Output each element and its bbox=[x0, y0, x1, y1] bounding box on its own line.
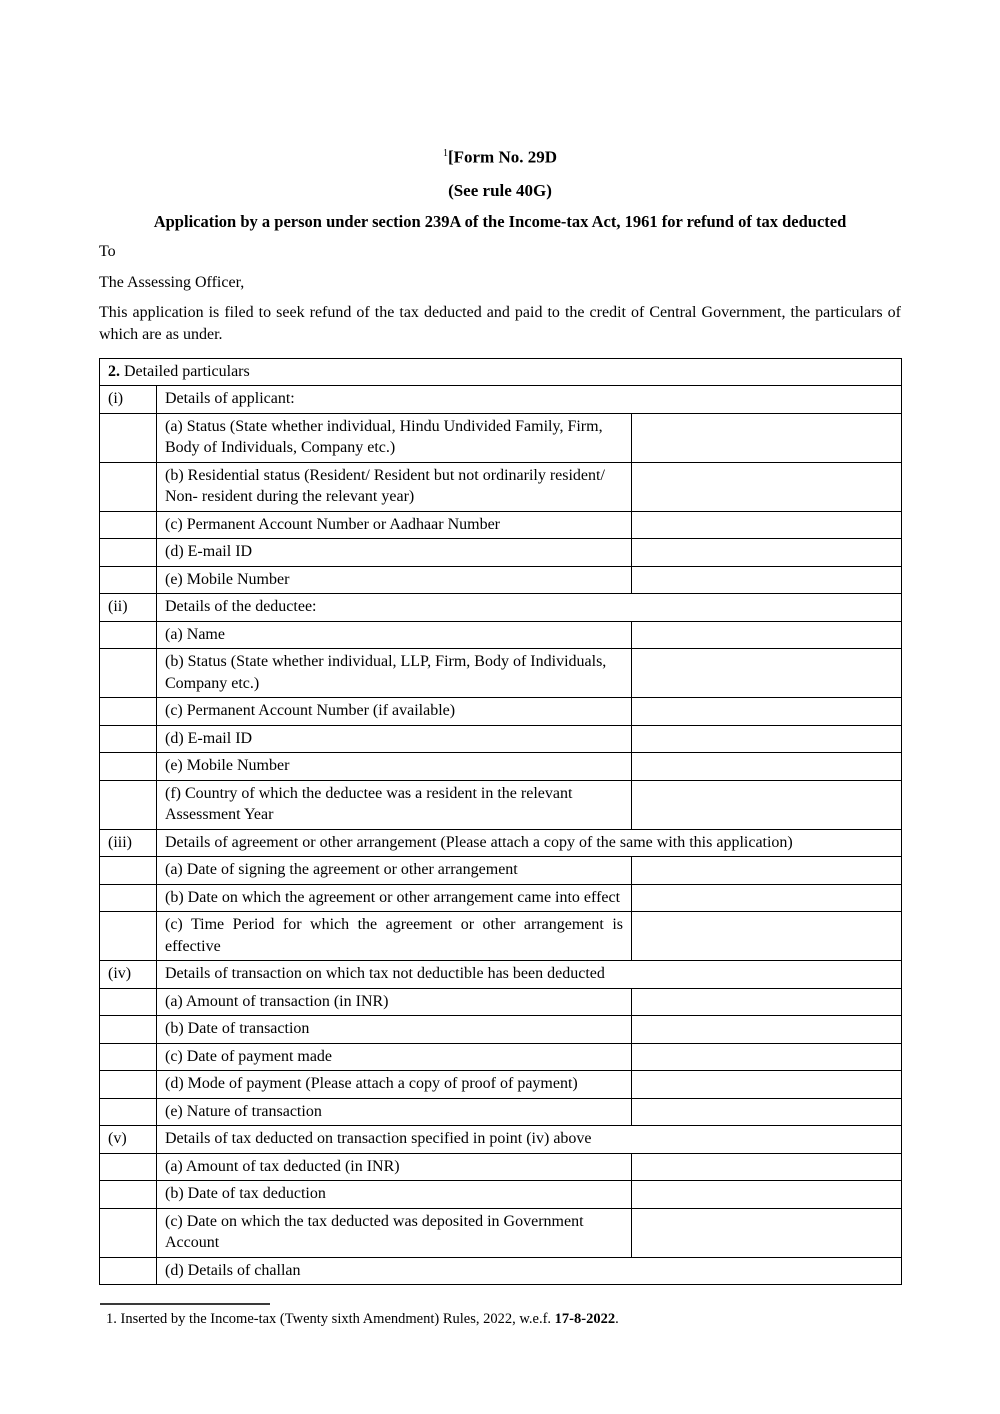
row-label: (d) E-mail ID bbox=[157, 725, 632, 753]
footnote-period: . bbox=[615, 1311, 619, 1328]
row-number-empty bbox=[100, 621, 157, 649]
footnote-text: 1. Inserted by the Income-tax (Twenty sixth Amendment) Rules, 2022, w.e.f. bbox=[106, 1311, 555, 1328]
row-number: (ii) bbox=[100, 594, 157, 622]
row-number-empty bbox=[100, 780, 157, 829]
row-number-empty bbox=[100, 698, 157, 726]
table-title-row bbox=[100, 358, 902, 386]
value-cell bbox=[632, 621, 902, 649]
row-label: (b) Residential status (Resident/ Resident but not ordinarily resident/ Non- resident during the relevant year) bbox=[157, 462, 632, 511]
value-cell bbox=[632, 1016, 902, 1044]
row-number: (iii) bbox=[100, 829, 157, 857]
row-label: (d) Details of challan bbox=[157, 1257, 902, 1285]
row-number-empty bbox=[100, 1181, 157, 1209]
row-label: (d) E-mail ID bbox=[157, 539, 632, 567]
value-cell bbox=[632, 649, 902, 698]
row-number-empty bbox=[100, 649, 157, 698]
row-label: (e) Mobile Number bbox=[157, 566, 632, 594]
row-label: (b) Date on which the agreement or other arrangement came into effect bbox=[157, 884, 632, 912]
row-number-empty bbox=[100, 511, 157, 539]
item-row-iv-b bbox=[100, 1016, 902, 1044]
value-cell bbox=[632, 857, 902, 885]
row-label: (a) Amount of tax deducted (in INR) bbox=[157, 1153, 632, 1181]
value-cell bbox=[632, 1208, 902, 1257]
row-label: (f) Country of which the deductee was a resident in the relevant Assessment Year bbox=[157, 780, 632, 829]
value-cell bbox=[632, 780, 902, 829]
item-row-v-d bbox=[100, 1257, 902, 1285]
item-row-iv-d bbox=[100, 1071, 902, 1099]
item-row-iv-e bbox=[100, 1098, 902, 1126]
row-number-empty bbox=[100, 1257, 157, 1285]
item-row-ii-d bbox=[100, 725, 902, 753]
row-number: (i) bbox=[100, 386, 157, 414]
row-label: (b) Date of tax deduction bbox=[157, 1181, 632, 1209]
row-label: (e) Nature of transaction bbox=[157, 1098, 632, 1126]
row-label: (c) Date of payment made bbox=[157, 1043, 632, 1071]
item-row-ii-a bbox=[100, 621, 902, 649]
item-row-i-d bbox=[100, 539, 902, 567]
section-row-iv bbox=[100, 961, 902, 989]
row-label: (c) Permanent Account Number (if available) bbox=[157, 698, 632, 726]
form-number bbox=[99, 143, 901, 169]
intro-paragraph: This application is filed to seek refund of the tax deducted and paid to the credit of Central Government, the particulars of which are as under. bbox=[99, 303, 901, 343]
row-number-empty bbox=[100, 912, 157, 961]
table-title-number: 2. bbox=[108, 362, 120, 380]
value-cell bbox=[632, 753, 902, 781]
item-row-ii-e bbox=[100, 753, 902, 781]
row-label: (a) Date of signing the agreement or other arrangement bbox=[157, 857, 632, 885]
value-cell bbox=[632, 884, 902, 912]
item-row-ii-f bbox=[100, 780, 902, 829]
item-row-ii-c bbox=[100, 698, 902, 726]
row-number-empty bbox=[100, 1153, 157, 1181]
section-row-i bbox=[100, 386, 902, 414]
item-row-iii-a bbox=[100, 857, 902, 885]
table-title-label: Detailed particulars bbox=[120, 362, 250, 380]
item-row-v-b bbox=[100, 1181, 902, 1209]
row-number-empty bbox=[100, 1043, 157, 1071]
value-cell bbox=[632, 1071, 902, 1099]
item-row-v-c bbox=[100, 1208, 902, 1257]
detailed-particulars-table bbox=[99, 358, 902, 1286]
item-row-i-e bbox=[100, 566, 902, 594]
value-cell bbox=[632, 912, 902, 961]
value-cell bbox=[632, 539, 902, 567]
row-label: (a) Status (State whether individual, Hindu Undivided Family, Firm, Body of Individuals, Company etc.) bbox=[157, 413, 632, 462]
form-number-text: [Form No. 29D bbox=[447, 147, 558, 167]
row-label: (a) Name bbox=[157, 621, 632, 649]
section-row-iii bbox=[100, 829, 902, 857]
addressee: The Assessing Officer, bbox=[99, 273, 245, 291]
value-cell bbox=[632, 1181, 902, 1209]
row-label: (d) Mode of payment (Please attach a copy of proof of payment) bbox=[157, 1071, 632, 1099]
row-number-empty bbox=[100, 753, 157, 781]
value-cell bbox=[632, 511, 902, 539]
row-number-empty bbox=[100, 1016, 157, 1044]
row-label: (e) Mobile Number bbox=[157, 753, 632, 781]
item-row-v-a bbox=[100, 1153, 902, 1181]
row-number-empty bbox=[100, 1098, 157, 1126]
item-row-iii-c bbox=[100, 912, 902, 961]
row-label: (b) Date of transaction bbox=[157, 1016, 632, 1044]
row-number-empty bbox=[100, 857, 157, 885]
item-row-ii-b bbox=[100, 649, 902, 698]
row-number-empty bbox=[100, 462, 157, 511]
value-cell bbox=[632, 413, 902, 462]
section-row-v bbox=[100, 1126, 902, 1154]
section-heading: Details of applicant: bbox=[157, 386, 902, 414]
item-row-i-b bbox=[100, 462, 902, 511]
value-cell bbox=[632, 566, 902, 594]
salutation-to: To bbox=[99, 242, 116, 260]
row-number-empty bbox=[100, 539, 157, 567]
form-title: Application by a person under section 239A of the Income-tax Act, 1961 for refund of tax deducted bbox=[153, 211, 847, 231]
value-cell bbox=[632, 462, 902, 511]
row-number-empty bbox=[100, 988, 157, 1016]
row-number: (v) bbox=[100, 1126, 157, 1154]
value-cell bbox=[632, 698, 902, 726]
item-row-i-c bbox=[100, 511, 902, 539]
row-number-empty bbox=[100, 1208, 157, 1257]
footnote-date: 17-8-2022 bbox=[554, 1311, 616, 1328]
row-label: (c) Time Period for which the agreement or other arrangement is effective bbox=[157, 912, 632, 961]
footnote-reference-mark: 1 bbox=[442, 148, 448, 159]
item-row-iv-a bbox=[100, 988, 902, 1016]
row-number-empty bbox=[100, 413, 157, 462]
item-row-iv-c bbox=[100, 1043, 902, 1071]
row-number-empty bbox=[100, 1071, 157, 1099]
row-number-empty bbox=[100, 566, 157, 594]
row-label: (b) Status (State whether individual, LLP, Firm, Body of Individuals, Company etc.) bbox=[157, 649, 632, 698]
section-heading: Details of the deductee: bbox=[157, 594, 902, 622]
value-cell bbox=[632, 725, 902, 753]
section-heading: Details of agreement or other arrangement (Please attach a copy of the same with this application) bbox=[157, 829, 902, 857]
section-heading: Details of tax deducted on transaction specified in point (iv) above bbox=[157, 1126, 902, 1154]
footnote-separator bbox=[100, 1303, 270, 1305]
table-title-cell bbox=[100, 358, 902, 386]
value-cell bbox=[632, 1153, 902, 1181]
rule-reference: (See rule 40G) bbox=[448, 180, 552, 200]
section-row-ii bbox=[100, 594, 902, 622]
value-cell bbox=[632, 988, 902, 1016]
item-row-i-a bbox=[100, 413, 902, 462]
value-cell bbox=[632, 1098, 902, 1126]
section-heading: Details of transaction on which tax not deductible has been deducted bbox=[157, 961, 902, 989]
value-cell bbox=[632, 1043, 902, 1071]
footnote bbox=[106, 1309, 901, 1329]
row-label: (c) Permanent Account Number or Aadhaar Number bbox=[157, 511, 632, 539]
row-number-empty bbox=[100, 884, 157, 912]
row-number: (iv) bbox=[100, 961, 157, 989]
row-label: (a) Amount of transaction (in INR) bbox=[157, 988, 632, 1016]
item-row-iii-b bbox=[100, 884, 902, 912]
row-label: (c) Date on which the tax deducted was deposited in Government Account bbox=[157, 1208, 632, 1257]
row-number-empty bbox=[100, 725, 157, 753]
